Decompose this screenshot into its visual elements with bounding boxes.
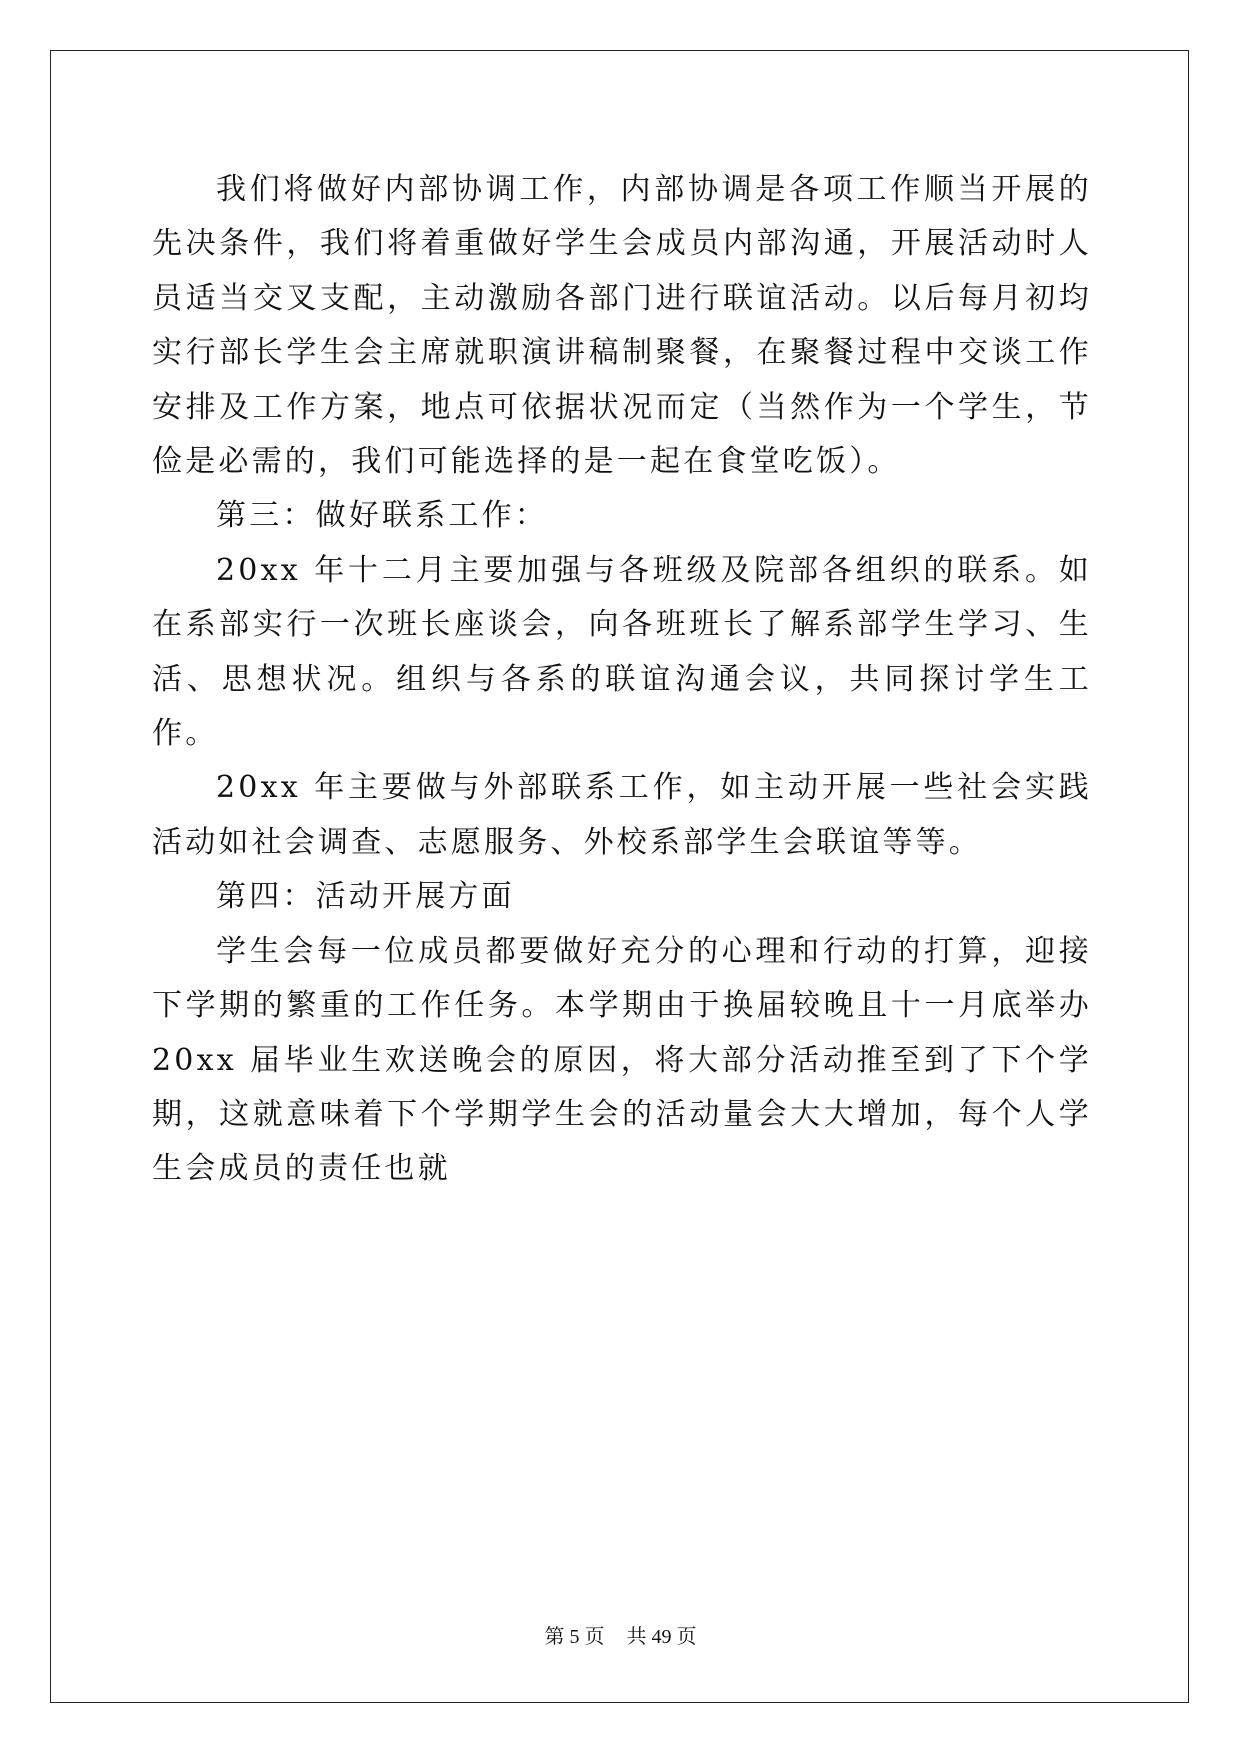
paragraph-internal-coordination: 我们将做好内部协调工作，内部协调是各项工作顺当开展的先决条件，我们将着重做好学生会成员内部沟通，开展活动时人员适当交叉支配，主动激励各部门进行联谊活动。以后每月初均实行部长学生会主席就职演讲稿制聚餐，在聚餐过程中交谈工作安排及工作方案，地点可依据状况而定（当然作为一个学生，节俭是必需的，我们可能选择的是一起在食堂吃饭）。: [152, 172, 1092, 480]
page-number: 第 5 页: [544, 1626, 605, 1648]
paragraph-december-contacts: 20xx 年十二月主要加强与各班级及院部各组织的联系。如在系部实行一次班长座谈会，向各班班长了解系部学生学习、生活、思想状况。组织与各系的联谊沟通会议，共同探讨学生工作。: [152, 552, 1092, 752]
document-body: [152, 163, 1092, 1197]
heading-third-contact-work: 第三：做好联系工作：: [216, 498, 548, 534]
paragraph-activities-plan: 学生会每一位成员都要做好充分的心理和行动的打算，迎接下学期的繁重的工作任务。本学期由于换届较晚且十一月底举办 20xx 届毕业生欢送晚会的原因，将大部分活动推至到了下个学期，这就意味着下个学期学生会的活动量会大大增加，每个人学生会成员的责任也就: [152, 933, 1092, 1187]
page-footer: [0, 1620, 1241, 1649]
paragraph-external-contacts: 20xx 年主要做与外部联系工作，如主动开展一些社会实践活动如社会调查、志愿服务、外校系部学生会联谊等等。: [152, 770, 1092, 860]
heading-fourth-activities: 第四：活动开展方面: [216, 879, 515, 915]
page-total: 共 49 页: [626, 1626, 697, 1648]
